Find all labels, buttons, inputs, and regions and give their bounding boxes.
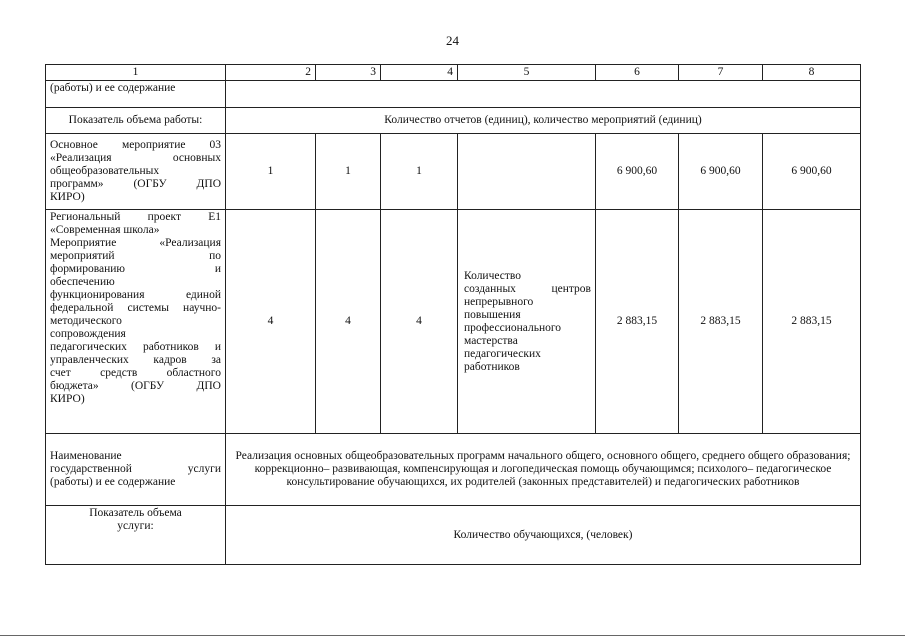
label-line: сопровождения [50,328,126,340]
label-line: Основное мероприятие 03 [50,139,221,151]
continuation-value [226,81,861,108]
label-line: мероприятий по [50,250,221,262]
label-line: Наименование [50,450,122,462]
col-number-5: 5 [458,65,596,81]
project-e1-col3: 4 [316,210,381,434]
event-03-col4: 1 [381,134,458,210]
project-e1-col4: 4 [381,210,458,434]
event-03-col2: 1 [226,134,316,210]
service-volume-indicator-row [46,506,861,565]
work-volume-label: Показатель объема работы: [46,108,226,134]
work-volume-value: Количество отчетов (единиц), количество мероприятий (единиц) [226,108,861,134]
service-label [46,434,226,506]
col-number-2: 2 [226,65,316,81]
event-03-col8: 6 900,60 [763,134,861,210]
project-e1-col2: 4 [226,210,316,434]
label-line: методического [50,315,122,327]
event-03-col5 [458,134,596,210]
label-line: Региональный проект Е1 [50,211,221,223]
project-e1-col5 [458,210,596,434]
event-03-col7: 6 900,60 [679,134,763,210]
page-number: 24 [446,33,459,48]
indicator-line: работников [464,360,520,373]
col-number-8: 8 [763,65,861,81]
project-e1-col6: 2 883,15 [596,210,679,434]
label-line: Мероприятие «Реализация [50,237,221,249]
col-number-1: 1 [46,65,226,81]
label-line: Показатель объема [89,507,182,519]
project-e1-col7: 2 883,15 [679,210,763,434]
label-line: «Реализация основных [50,152,221,164]
label-line: (работы) и ее содержание [50,476,176,488]
indicator-line: мастерства [464,334,518,347]
continuation-row [46,81,861,108]
col-number-6: 6 [596,65,679,81]
service-row [46,434,861,506]
service-value: Реализация основных общеобразовательных программ начального общего, основного общего, среднего общего образования; коррекционно– развивающая, компенсирующая и логопедическая помощь обучающимся; психолого– педагогическое консультирование обучающихся, их родителей (законных представителей) и педагогических работников [226,434,861,506]
project-e1-label [46,210,226,434]
indicator-line: повышения [464,308,521,321]
project-e1-row [46,210,861,434]
service-volume-value: Количество обучающихся, (человек) [226,506,861,565]
label-line: КИРО) [50,191,85,203]
project-e1-col8: 2 883,15 [763,210,861,434]
budget-table [45,64,861,565]
indicator-line: созданных центров [464,282,591,295]
continuation-label: (работы) и ее содержание [46,81,226,108]
label-line: КИРО) [50,393,85,405]
event-03-col6: 6 900,60 [596,134,679,210]
label-line: общеобразовательных [50,165,160,177]
label-line: функционирования единой [50,289,221,301]
scan-edge-line [0,635,905,640]
label-line: формированию и [50,263,221,275]
col-number-3: 3 [316,65,381,81]
label-line: федеральной системы научно- [50,302,221,314]
label-line: педагогических работников и [50,341,221,353]
indicator-line: профессионального [464,321,562,334]
label-line: государственной услуги [50,463,221,475]
event-03-col3: 1 [316,134,381,210]
indicator-line: Количество [464,269,521,282]
indicator-line: педагогических [464,347,541,360]
indicator-line: непрерывного [464,295,534,308]
col-number-7: 7 [679,65,763,81]
label-line: управленческих кадров за [50,354,221,366]
service-volume-label [46,506,226,565]
col-number-4: 4 [381,65,458,81]
label-line: бюджета» (ОГБУ ДПО [50,380,221,392]
work-volume-indicator-row [46,108,861,134]
label-line: счет средств областного [50,367,221,379]
event-03-row [46,134,861,210]
label-line: «Современная школа» [50,224,160,236]
column-number-row [46,65,861,81]
event-03-label [46,134,226,210]
label-line: услуги: [117,520,154,532]
label-line: обеспечению [50,276,115,288]
label-line: программ» (ОГБУ ДПО [50,178,221,190]
